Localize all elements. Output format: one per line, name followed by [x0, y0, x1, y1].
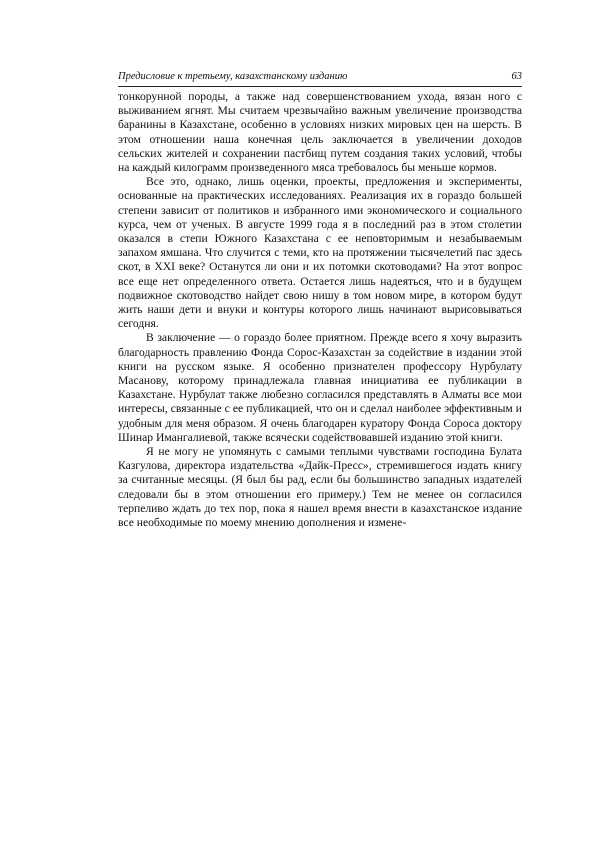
paragraph: Я не могу не упомянуть с самыми теплыми чувствами господина Булата Казгулова, директора издательства «Дайк-Пресс», стремившегося издать книгу за считанные месяцы. (Я был бы рад, если бы большинство западных издателей следовали бы в этом отношении его примеру.) Тем не менее он согласился терпеливо ждать до тех пор, пока я нашел время внести в казахстанское издание все необходимые по моему мнению дополнения и измене- [118, 445, 522, 530]
paragraph-continued: тонкорунной породы, а также над совершенствованием ухода, вязан ного с выживанием ягнят. Мы считаем чрезвычайно важным увеличение производства баранины в Казахстане, особенно в условиях низких мировых цен на шерсть. В этом отношении наша конечная цель заключается в увеличении доходов сельских жителей и сохранении пастбищ путем создания таких условий, чтобы на каждый килограмм произведенного мяса требовалось бы меньше кормов. [118, 90, 522, 175]
paragraph: Все это, однако, лишь оценки, проекты, предложения и эксперименты, основанные на практических исследованиях. Реализация их в гораздо большей степени зависит от политиков и избранного ими экономического и социального курса, чем от ученых. В августе 1999 года я в последний раз в этом столетии оказался в степи Южного Казахстана с ее неповторимым и незабываемым запахом ямшана. Что случится с теми, кто на протяжении тысячелетий пас здесь скот, в XXI веке? Останутся ли они и их потомки скотоводами? На этот вопрос все еще нет определенного ответа. Остается лишь надеяться, что и в будущем подвижное скотоводство найдет свою нишу в том новом мире, в котором будут жить наши дети и внуки и контуры которого лишь начинают вырисовываться сегодня. [118, 175, 522, 331]
running-header [118, 70, 522, 87]
running-header-title: Предисловие к третьему, казахстанскому изданию [118, 71, 348, 82]
page-number: 63 [511, 71, 522, 82]
paragraph: В заключение — о гораздо более приятном. Прежде всего я хочу выразить благодарность правлению Фонда Сорос-Казахстан за содействие в издании этой книги на русском языке. Я особенно признателен профессору Нурбулату Масанову, которому принадлежала главная инициатива ее публикации в Казахстане. Нурбулат также любезно согласился представлять в Алматы все мои интересы, связанные с ее публикацией, что он и сделал наиболее эффективным и удобным для меня образом. Я очень благодарен куратору Фонда Сороса доктору Шинар Имангалиевой, также всячески содействовавшей изданию этой книги. [118, 331, 522, 444]
body-text [118, 90, 522, 530]
